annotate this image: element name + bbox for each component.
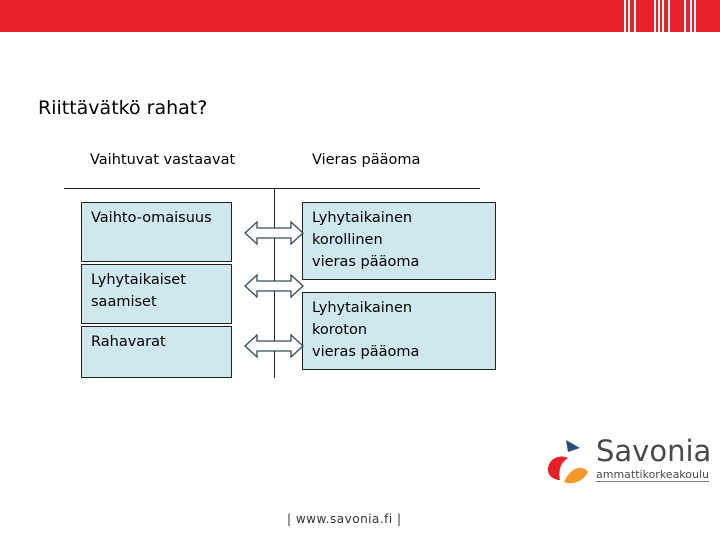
box-korollinen-vieras-paaoma <box>302 202 496 280</box>
footer-url[interactable]: | www.savonia.fi | <box>287 512 402 526</box>
box-line: vieras pääoma <box>312 344 420 360</box>
right-column-header: Vieras pääoma <box>312 152 421 168</box>
double-arrow-icon <box>244 273 304 299</box>
box-line: Vaihto-omaisuus <box>91 210 212 226</box>
box-line: Lyhytaikaiset <box>91 272 186 288</box>
savonia-emblem-icon <box>544 436 594 488</box>
box-line: saamiset <box>91 294 157 310</box>
double-arrow-icon <box>244 220 304 246</box>
box-line: vieras pääoma <box>312 254 420 270</box>
box-line: Rahavarat <box>91 334 166 350</box>
left-column-header: Vaihtuvat vastaavat <box>90 152 236 168</box>
box-lyhytaikaiset-saamiset <box>81 264 232 324</box>
box-vaihto-omaisuus <box>81 202 232 262</box>
box-rahavarat <box>81 326 232 378</box>
box-line: Lyhytaikainen <box>312 210 413 226</box>
box-koroton-vieras-paaoma <box>302 292 496 370</box>
double-arrow-icon <box>244 333 304 359</box>
logo-subtitle: ammattikorkeakoulu <box>596 468 710 481</box>
horizontal-divider <box>64 188 480 189</box>
logo-name: Savonia <box>596 434 712 468</box>
box-line: korollinen <box>312 232 383 248</box>
slide-title: Riittävätkö rahat? <box>38 97 208 119</box>
top-bar <box>0 0 720 32</box>
savonia-logo <box>544 434 712 488</box>
box-line: koroton <box>312 322 368 338</box>
box-line: Lyhytaikainen <box>312 300 413 316</box>
